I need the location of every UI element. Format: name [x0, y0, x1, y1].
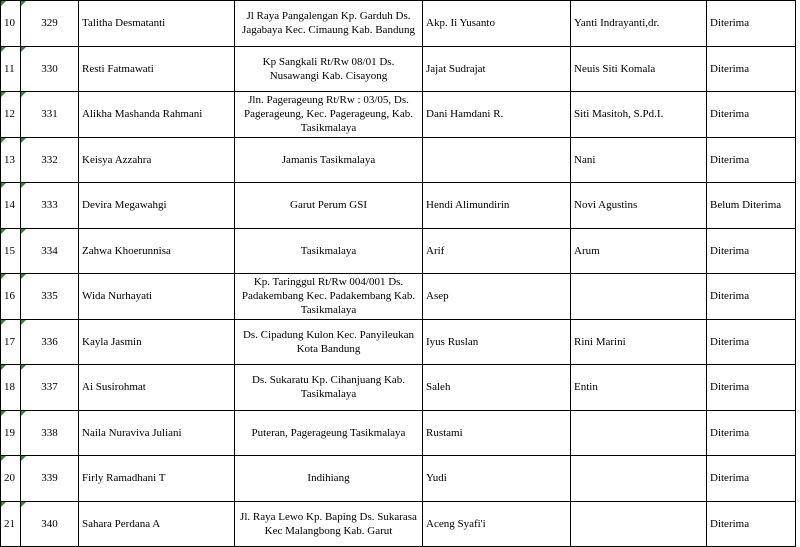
- student-id-cell[interactable]: [21, 456, 79, 502]
- address-cell[interactable]: [235, 46, 423, 92]
- cell-text: 15: [4, 244, 15, 257]
- cell-text: Belum Diterima: [710, 199, 782, 212]
- row-number-cell[interactable]: [1, 319, 21, 365]
- cell-text: 340: [41, 517, 58, 530]
- mother-name-cell[interactable]: [571, 456, 707, 502]
- note-indicator-icon: [21, 92, 26, 97]
- table-row: [1, 274, 796, 320]
- address-cell[interactable]: [235, 319, 423, 365]
- father-name-cell[interactable]: [423, 137, 571, 183]
- student-name-cell[interactable]: [79, 92, 235, 138]
- note-indicator-icon: [21, 411, 26, 416]
- cell-text: Puteran, Pagerageung Tasikmalaya: [251, 426, 406, 439]
- row-number-cell[interactable]: [1, 46, 21, 92]
- cell-text: Saleh: [426, 381, 451, 394]
- address-cell[interactable]: [235, 183, 423, 229]
- cell-text: Naila Nuraviva Juliani: [82, 426, 182, 439]
- cell-text: 17: [4, 335, 15, 348]
- cell-text: Ds. Sukaratu Kp. Cihanjuang Kab. Tasikmalaya: [251, 374, 406, 401]
- note-indicator-icon: [1, 456, 6, 461]
- cell-text: Yanti Indrayanti,dr.: [574, 17, 660, 30]
- note-indicator-icon: [1, 274, 6, 279]
- row-number-cell[interactable]: [1, 365, 21, 411]
- status-cell[interactable]: [707, 137, 796, 183]
- cell-text: Hendi Alimundirin: [426, 199, 510, 212]
- cell-text: Wida Nurhayati: [82, 290, 153, 303]
- student-name-cell[interactable]: [79, 319, 235, 365]
- cell-text: 336: [41, 335, 58, 348]
- row-number-cell[interactable]: [1, 183, 21, 229]
- cell-text: Indihiang: [307, 472, 350, 485]
- row-number-cell[interactable]: [1, 410, 21, 456]
- cell-text: Ds. Cipadung Kulon Kec. Panyileukan Kota Bandung: [242, 328, 415, 355]
- student-id-cell[interactable]: [21, 228, 79, 274]
- row-number-cell[interactable]: [1, 1, 21, 47]
- note-indicator-icon: [21, 502, 26, 507]
- status-cell[interactable]: [707, 1, 796, 47]
- cell-text: Tasikmalaya: [300, 244, 357, 257]
- status-cell[interactable]: [707, 183, 796, 229]
- father-name-cell[interactable]: [423, 319, 571, 365]
- mother-name-cell[interactable]: [571, 319, 707, 365]
- student-id-cell[interactable]: [21, 319, 79, 365]
- student-name-cell[interactable]: [79, 46, 235, 92]
- cell-text: Diterima: [710, 517, 750, 530]
- cell-text: Akp. Ii Yusanto: [426, 17, 495, 30]
- cell-text: Diterima: [710, 244, 750, 257]
- cell-text: Novi Agustins: [574, 199, 638, 212]
- table-row: [1, 1, 796, 47]
- cell-text: Resti Fatmawati: [82, 62, 154, 75]
- cell-text: Diterima: [710, 17, 750, 30]
- cell-text: 16: [4, 290, 15, 303]
- address-cell[interactable]: [235, 1, 423, 47]
- note-indicator-icon: [1, 47, 6, 52]
- father-name-cell[interactable]: [423, 456, 571, 502]
- mother-name-cell[interactable]: [571, 228, 707, 274]
- table-row: [1, 183, 796, 229]
- table-row: [1, 319, 796, 365]
- student-id-cell[interactable]: [21, 365, 79, 411]
- status-cell[interactable]: [707, 410, 796, 456]
- cell-text: Garut Perum GSI: [290, 199, 367, 212]
- cell-text: Zahwa Khoerunnisa: [82, 244, 171, 257]
- cell-text: Jajat Sudrajat: [426, 62, 486, 75]
- student-id-cell[interactable]: [21, 137, 79, 183]
- student-id-cell[interactable]: [21, 410, 79, 456]
- cell-text: 20: [4, 472, 15, 485]
- table-row: [1, 137, 796, 183]
- table-row: [1, 46, 796, 92]
- mother-name-cell[interactable]: [571, 46, 707, 92]
- cell-text: Sahara Perdana A: [82, 517, 161, 530]
- cell-text: 334: [41, 244, 58, 257]
- address-cell[interactable]: [235, 228, 423, 274]
- student-name-cell[interactable]: [79, 274, 235, 320]
- cell-text: Jamanis Tasikmalaya: [281, 153, 376, 166]
- cell-text: Neuis Siti Komala: [574, 62, 656, 75]
- father-name-cell[interactable]: [423, 46, 571, 92]
- address-cell[interactable]: [235, 456, 423, 502]
- father-name-cell[interactable]: [423, 1, 571, 47]
- father-name-cell[interactable]: [423, 183, 571, 229]
- cell-text: 19: [4, 426, 15, 439]
- cell-text: 21: [4, 517, 15, 530]
- cell-text: Jln. Pagerageung Rt/Rw : 03/05, Ds. Pagerageung, Kec. Pagerageung, Kab. Tasikmalaya: [244, 94, 413, 135]
- cell-text: Rini Marini: [574, 335, 626, 348]
- note-indicator-icon: [1, 1, 6, 6]
- mother-name-cell[interactable]: [571, 137, 707, 183]
- cell-text: Jl Raya Pangalengan Kp. Garduh Ds. Jagabaya Kec. Cimaung Kab. Bandung: [242, 10, 415, 37]
- cell-text: 329: [41, 17, 58, 30]
- cell-text: Rustami: [426, 426, 463, 439]
- student-id-cell[interactable]: [21, 183, 79, 229]
- cell-text: Keisya Azzahra: [82, 153, 152, 166]
- address-cell[interactable]: [235, 410, 423, 456]
- father-name-cell[interactable]: [423, 501, 571, 547]
- table-row: [1, 92, 796, 138]
- note-indicator-icon: [21, 138, 26, 143]
- cell-text: Arif: [426, 244, 445, 257]
- cell-text: Diterima: [710, 426, 750, 439]
- student-name-cell[interactable]: [79, 183, 235, 229]
- student-name-cell[interactable]: [79, 137, 235, 183]
- student-id-cell[interactable]: [21, 46, 79, 92]
- cell-text: Diterima: [710, 290, 750, 303]
- cell-text: 18: [4, 381, 15, 394]
- cell-text: Asep: [426, 290, 449, 303]
- father-name-cell[interactable]: [423, 274, 571, 320]
- status-cell[interactable]: [707, 365, 796, 411]
- table-row: [1, 228, 796, 274]
- table-row: [1, 365, 796, 411]
- note-indicator-icon: [1, 502, 6, 507]
- student-name-cell[interactable]: [79, 1, 235, 47]
- table-body: [1, 1, 796, 547]
- row-number-cell[interactable]: [1, 137, 21, 183]
- cell-text: 12: [4, 108, 15, 121]
- cell-text: Kp. Taringgul Rt/Rw 004/001 Ds. Padakembang Kec. Padakembang Kab. Tasikmalaya: [241, 276, 416, 317]
- cell-text: Diterima: [710, 108, 750, 121]
- father-name-cell[interactable]: [423, 410, 571, 456]
- cell-text: 337: [41, 381, 58, 394]
- father-name-cell[interactable]: [423, 92, 571, 138]
- table-row: [1, 410, 796, 456]
- cell-text: Arum: [574, 244, 600, 257]
- cell-text: Diterima: [710, 472, 750, 485]
- cell-text: Dani Hamdani R.: [426, 108, 504, 121]
- mother-name-cell[interactable]: [571, 92, 707, 138]
- cell-text: 333: [41, 199, 58, 212]
- mother-name-cell[interactable]: [571, 1, 707, 47]
- cell-text: 10: [4, 17, 15, 30]
- note-indicator-icon: [21, 274, 26, 279]
- cell-text: Firly Ramadhani T: [82, 472, 166, 485]
- cell-text: Yudi: [426, 472, 447, 485]
- student-id-cell[interactable]: [21, 501, 79, 547]
- cell-text: Aceng Syafi'i: [426, 517, 486, 530]
- table-row: [1, 456, 796, 502]
- student-name-cell[interactable]: [79, 365, 235, 411]
- student-id-cell[interactable]: [21, 1, 79, 47]
- cell-text: 11: [4, 62, 15, 75]
- note-indicator-icon: [21, 183, 26, 188]
- mother-name-cell[interactable]: [571, 183, 707, 229]
- cell-text: 339: [41, 472, 58, 485]
- note-indicator-icon: [1, 229, 6, 234]
- cell-text: Entin: [574, 381, 598, 394]
- cell-text: 13: [4, 153, 15, 166]
- father-name-cell[interactable]: [423, 228, 571, 274]
- mother-name-cell[interactable]: [571, 410, 707, 456]
- note-indicator-icon: [21, 229, 26, 234]
- note-indicator-icon: [1, 183, 6, 188]
- address-cell[interactable]: [235, 92, 423, 138]
- cell-text: 332: [41, 153, 58, 166]
- cell-text: Diterima: [710, 62, 750, 75]
- cell-text: 330: [41, 62, 58, 75]
- status-cell[interactable]: [707, 92, 796, 138]
- cell-text: 335: [41, 290, 58, 303]
- cell-text: Kp Sangkali Rt/Rw 08/01 Ds. Nusawangi Kab. Cisayong: [262, 55, 395, 82]
- address-cell[interactable]: [235, 365, 423, 411]
- address-cell[interactable]: [235, 501, 423, 547]
- note-indicator-icon: [1, 138, 6, 143]
- cell-text: Alikha Mashanda Rahmani: [82, 108, 203, 121]
- row-number-cell[interactable]: [1, 274, 21, 320]
- cell-text: Diterima: [710, 335, 750, 348]
- note-indicator-icon: [21, 1, 26, 6]
- note-indicator-icon: [21, 47, 26, 52]
- address-cell[interactable]: [235, 274, 423, 320]
- row-number-cell[interactable]: [1, 456, 21, 502]
- address-cell[interactable]: [235, 137, 423, 183]
- cell-text: 331: [41, 108, 58, 121]
- student-id-cell[interactable]: [21, 92, 79, 138]
- student-name-cell[interactable]: [79, 456, 235, 502]
- row-number-cell[interactable]: [1, 501, 21, 547]
- cell-text: Ai Susirohmat: [82, 381, 146, 394]
- cell-text: Nani: [574, 153, 596, 166]
- cell-text: Siti Masitoh, S.Pd.I.: [574, 108, 664, 121]
- status-cell[interactable]: [707, 319, 796, 365]
- student-id-cell[interactable]: [21, 274, 79, 320]
- student-name-cell[interactable]: [79, 228, 235, 274]
- cell-text: Diterima: [710, 153, 750, 166]
- status-cell[interactable]: [707, 456, 796, 502]
- cell-text: Devira Megawahgi: [82, 199, 167, 212]
- mother-name-cell[interactable]: [571, 274, 707, 320]
- student-name-cell[interactable]: [79, 501, 235, 547]
- table-row: [1, 501, 796, 547]
- mother-name-cell[interactable]: [571, 365, 707, 411]
- status-cell[interactable]: [707, 228, 796, 274]
- cell-text: Iyus Ruslan: [426, 335, 479, 348]
- cell-text: Jl. Raya Lewo Kp. Baping Ds. Sukarasa Kec Malangbong Kab. Garut: [240, 510, 417, 537]
- note-indicator-icon: [1, 411, 6, 416]
- status-cell[interactable]: [707, 501, 796, 547]
- note-indicator-icon: [1, 365, 6, 370]
- cell-text: Kayla Jasmin: [82, 335, 142, 348]
- cell-text: Diterima: [710, 381, 750, 394]
- note-indicator-icon: [21, 365, 26, 370]
- mother-name-cell[interactable]: [571, 501, 707, 547]
- cell-text: 14: [4, 199, 15, 212]
- note-indicator-icon: [21, 456, 26, 461]
- note-indicator-icon: [1, 320, 6, 325]
- status-cell[interactable]: [707, 274, 796, 320]
- status-cell[interactable]: [707, 46, 796, 92]
- cell-text: 338: [41, 426, 58, 439]
- note-indicator-icon: [21, 320, 26, 325]
- row-number-cell[interactable]: [1, 92, 21, 138]
- note-indicator-icon: [1, 92, 6, 97]
- student-name-cell[interactable]: [79, 410, 235, 456]
- cell-text: Talitha Desmatanti: [82, 17, 166, 30]
- row-number-cell[interactable]: [1, 228, 21, 274]
- father-name-cell[interactable]: [423, 365, 571, 411]
